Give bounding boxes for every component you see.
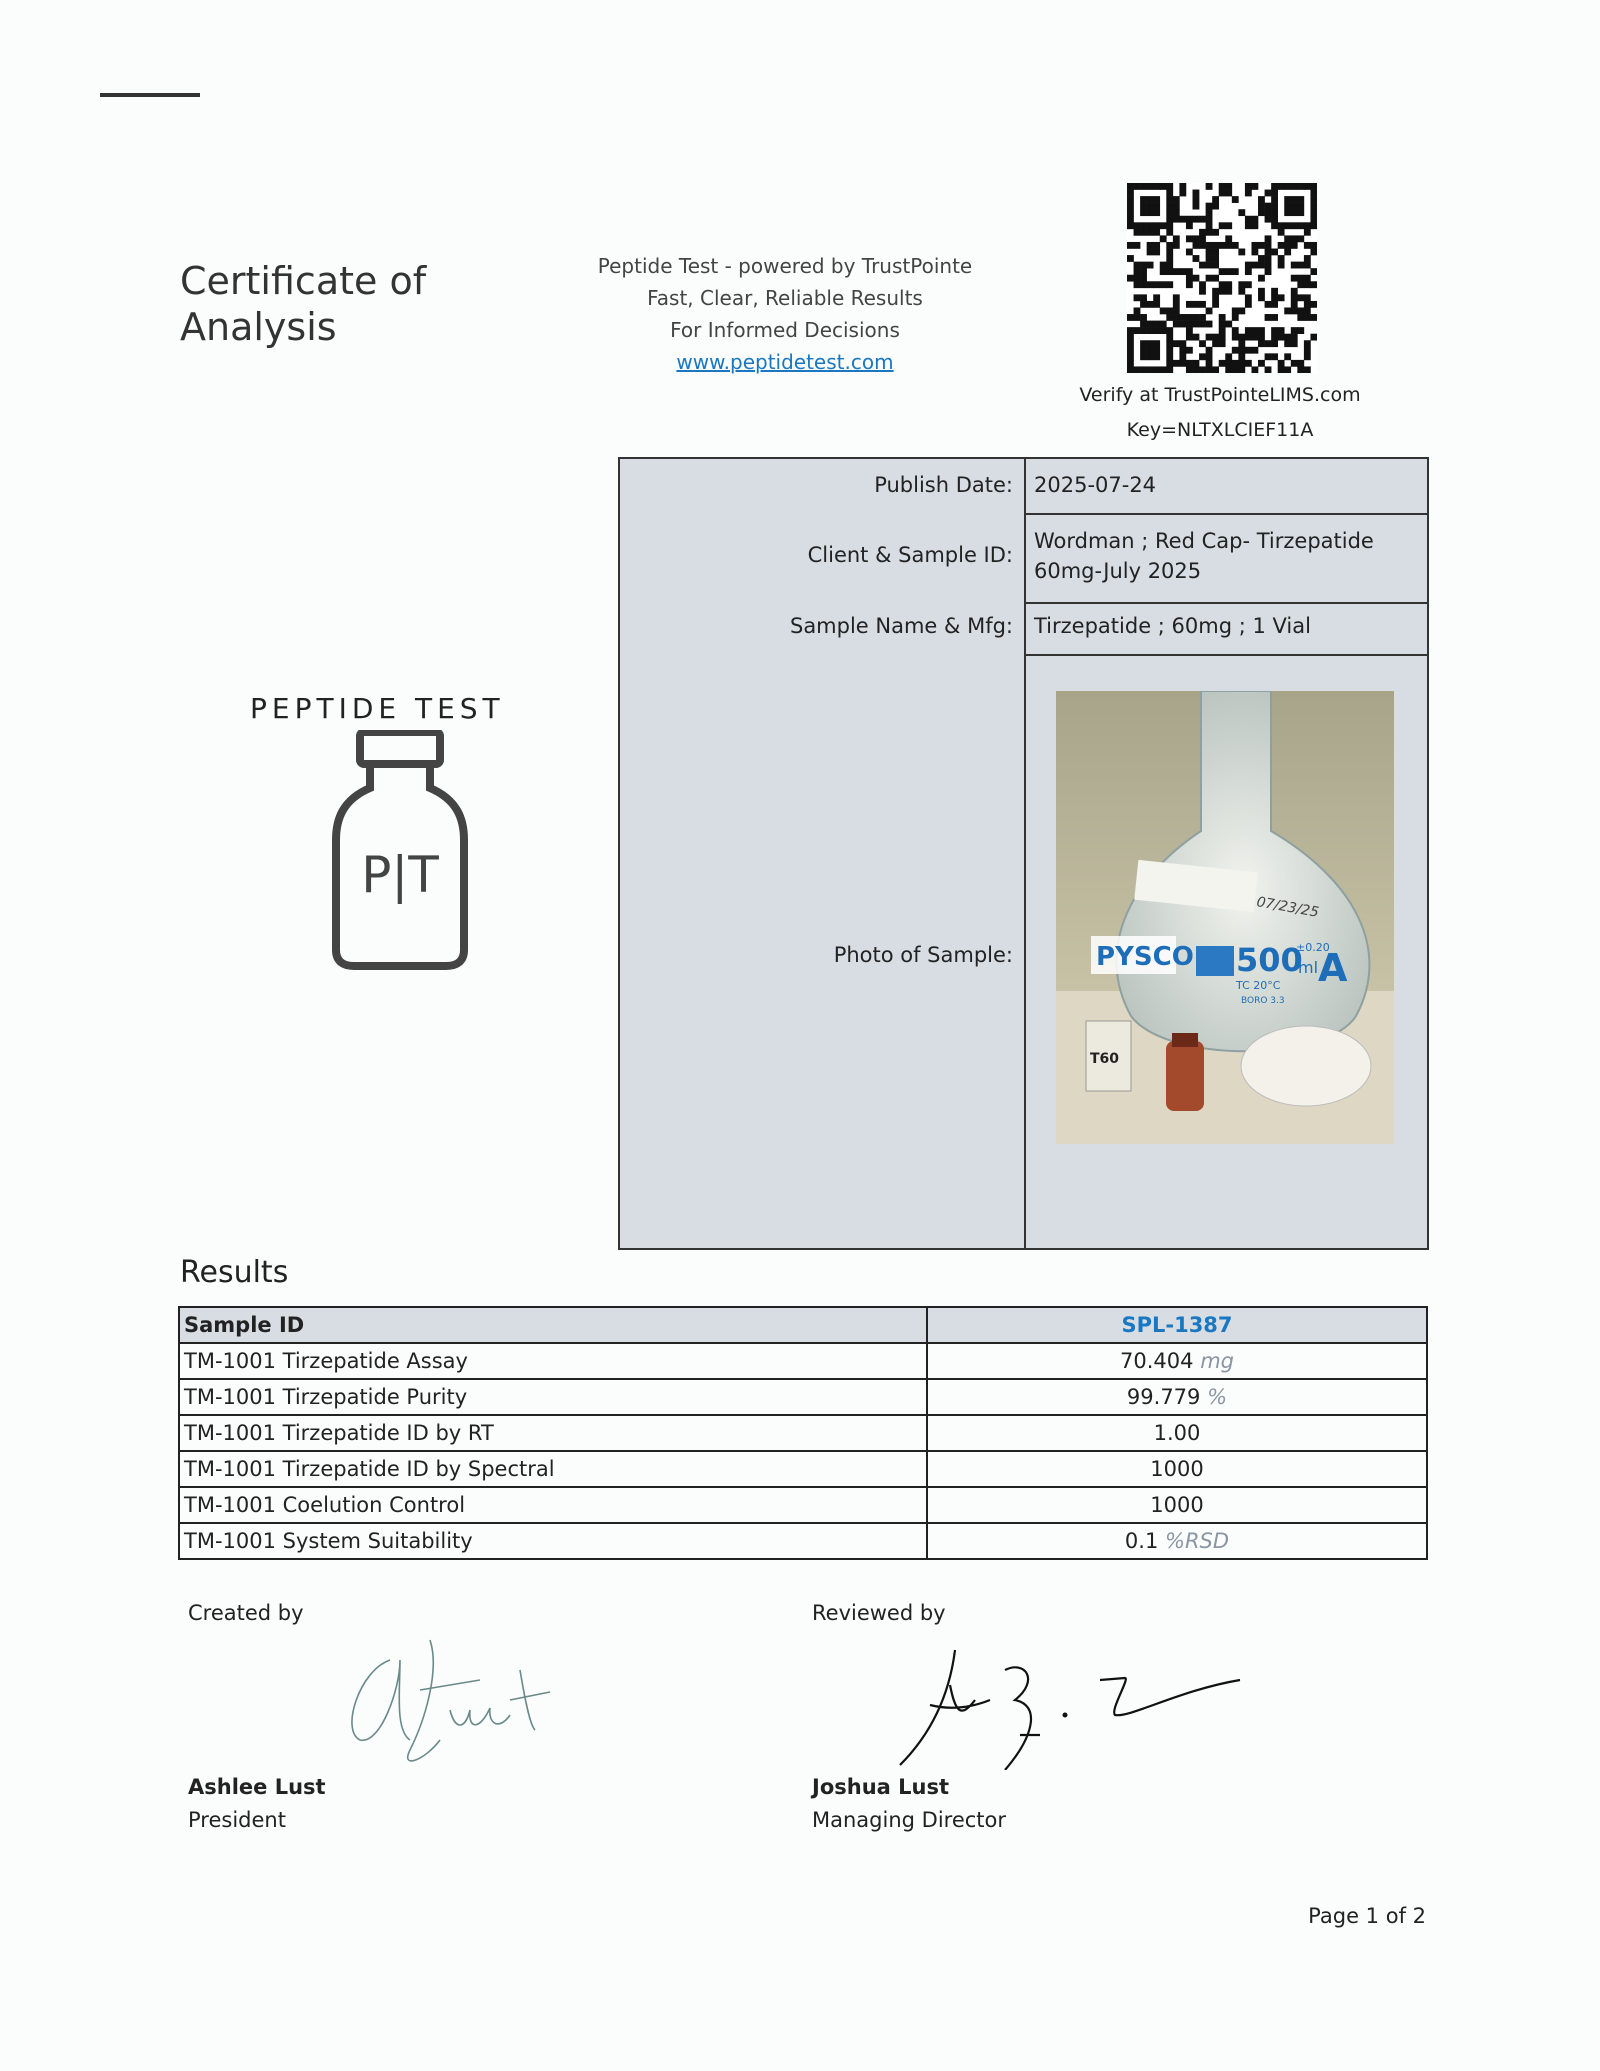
handwritten-signature-icon — [330, 1630, 570, 1770]
vial-label-text: T60 — [1090, 1051, 1120, 1067]
sample-name-label: Sample Name & Mfg: — [789, 614, 1013, 638]
result-value: 70.404 — [1120, 1349, 1194, 1373]
title-line-1: Certificate of — [180, 259, 427, 303]
sample-photo-image — [1056, 691, 1394, 1144]
flask-volume-text: 500 — [1236, 941, 1303, 979]
info-divider-vertical — [1024, 459, 1026, 1248]
created-by-name: Ashlee Lust — [188, 1775, 326, 1799]
qr-code-icon — [1127, 183, 1317, 373]
logo-text: P|T — [361, 846, 439, 904]
test-name: TM-1001 System Suitability — [179, 1523, 927, 1559]
info-divider — [1024, 602, 1427, 604]
reviewed-by-name: Joshua Lust — [812, 1775, 949, 1799]
table-row — [179, 1487, 1427, 1523]
info-divider — [1024, 513, 1427, 515]
test-result — [927, 1415, 1427, 1451]
test-result — [927, 1451, 1427, 1487]
test-name: TM-1001 Tirzepatide ID by Spectral — [179, 1451, 927, 1487]
test-result — [927, 1523, 1427, 1559]
result-unit: % — [1207, 1385, 1228, 1409]
table-row — [179, 1415, 1427, 1451]
tagline-fast-clear: Fast, Clear, Reliable Results — [647, 286, 923, 310]
test-name: TM-1001 Tirzepatide ID by RT — [179, 1415, 927, 1451]
client-sample-label: Client & Sample ID: — [807, 543, 1013, 567]
test-name: TM-1001 Coelution Control — [179, 1487, 927, 1523]
website-link[interactable]: www.peptidetest.com — [676, 350, 894, 374]
result-value: 1000 — [1150, 1493, 1204, 1517]
publish-date-label: Publish Date: — [874, 473, 1013, 497]
flask-tolerance-text: ±0.20 — [1296, 941, 1330, 954]
scan-mark-dash — [100, 93, 200, 97]
result-unit: mg — [1200, 1349, 1234, 1373]
table-row — [179, 1451, 1427, 1487]
verify-key: Key=NLTXLCIEF11A — [1126, 419, 1314, 441]
qr-code[interactable] — [1127, 183, 1317, 373]
result-value: 1000 — [1150, 1457, 1204, 1481]
created-by-label: Created by — [188, 1601, 304, 1625]
test-result — [927, 1487, 1427, 1523]
created-signature — [330, 1630, 570, 1770]
table-row — [179, 1343, 1427, 1379]
publish-date-value: 2025-07-24 — [1034, 473, 1157, 497]
client-sample-value — [1034, 526, 1374, 586]
peptide-test-logo-icon — [330, 730, 470, 970]
table-row — [179, 1379, 1427, 1415]
info-divider — [1024, 654, 1427, 656]
test-result — [927, 1379, 1427, 1415]
reviewed-signature — [880, 1640, 1250, 1770]
title-line-2: Analysis — [180, 305, 337, 349]
results-heading: Results — [180, 1255, 289, 1290]
flask-tc-text: TC 20°C — [1236, 979, 1281, 992]
client-sample-line-1: Wordman ; Red Cap- Tirzepatide — [1034, 529, 1374, 553]
flask-class-text: A — [1318, 946, 1348, 990]
flask-ml-text: ml — [1298, 958, 1319, 977]
document-title — [180, 258, 426, 350]
tagline-powered-by: Peptide Test - powered by TrustPointe — [597, 254, 973, 278]
sample-photo — [1056, 691, 1394, 1144]
flask-boro-text: BORO 3.3 — [1241, 996, 1285, 1006]
results-table — [178, 1306, 1428, 1560]
test-result — [927, 1343, 1427, 1379]
handwritten-date: 07/23/25 — [1255, 894, 1321, 921]
sample-id-value: SPL-1387 — [927, 1307, 1427, 1343]
sample-name-value: Tirzepatide ; 60mg ; 1 Vial — [1034, 614, 1311, 638]
flask-brand-text: PYSCO — [1096, 942, 1194, 972]
result-value: 0.1 — [1124, 1529, 1159, 1553]
test-name: TM-1001 Tirzepatide Purity — [179, 1379, 927, 1415]
sample-id-label: Sample ID — [179, 1307, 927, 1343]
photo-label: Photo of Sample: — [833, 943, 1013, 967]
result-value: 1.00 — [1153, 1421, 1201, 1445]
tagline-informed: For Informed Decisions — [670, 318, 900, 342]
results-header-row — [179, 1307, 1427, 1343]
verify-block — [1060, 378, 1380, 448]
handwritten-signature-icon — [880, 1640, 1250, 1770]
tagline-block — [560, 250, 1010, 378]
vial-logo-icon — [330, 730, 470, 970]
reviewed-by-label: Reviewed by — [812, 1601, 946, 1625]
client-sample-line-2: 60mg-July 2025 — [1034, 559, 1202, 583]
table-row — [179, 1523, 1427, 1559]
result-unit: %RSD — [1165, 1529, 1230, 1553]
sample-info-panel — [618, 457, 1429, 1250]
test-name: TM-1001 Tirzepatide Assay — [179, 1343, 927, 1379]
reviewed-by-role: Managing Director — [812, 1808, 1007, 1832]
created-by-role: President — [188, 1808, 286, 1832]
result-value: 99.779 — [1126, 1385, 1201, 1409]
page-number: Page 1 of 2 — [1308, 1904, 1426, 1928]
verify-text: Verify at TrustPointeLIMS.com — [1079, 384, 1361, 406]
brand-name: PEPTIDE TEST — [250, 692, 505, 725]
